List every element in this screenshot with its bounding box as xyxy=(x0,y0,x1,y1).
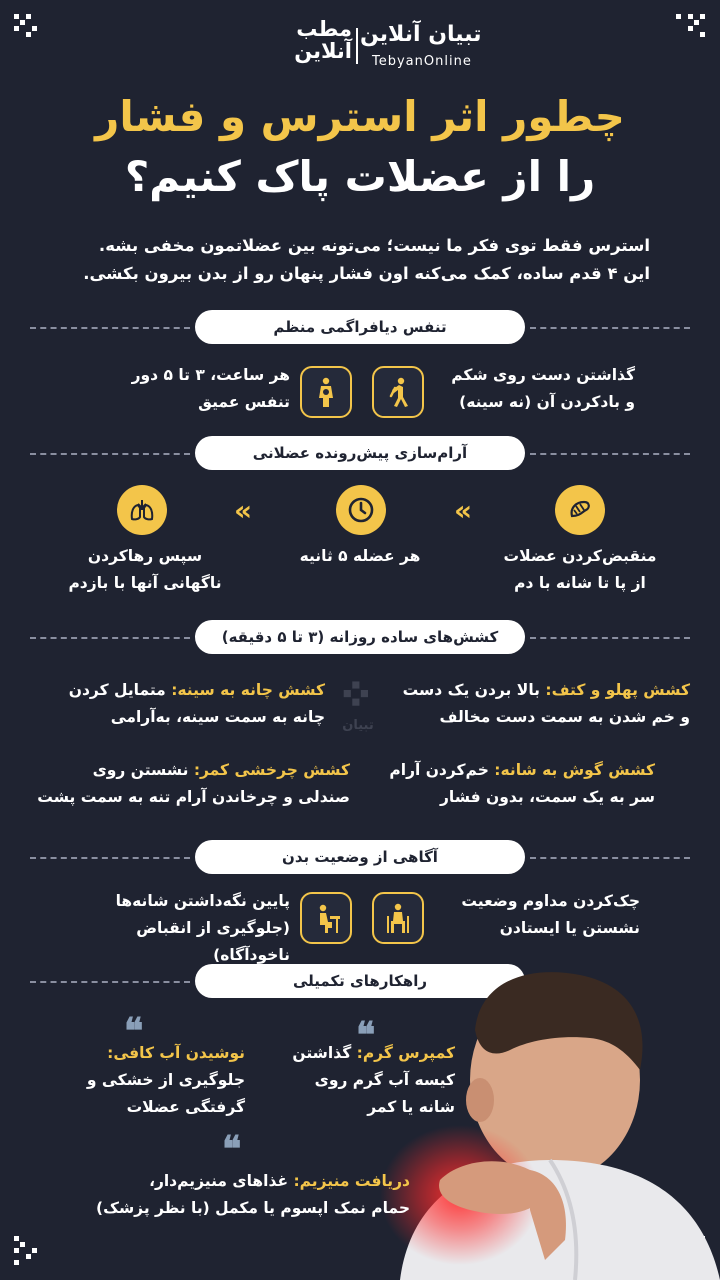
brand-logo-latin: TebyanOnline xyxy=(372,54,472,69)
breathing-item-1-line2: و بادکردن آن (نه سینه) xyxy=(459,393,635,411)
section-divider xyxy=(530,857,690,859)
posture-item-2-line2: (جلوگیری از انقباض ناخودآگاه) xyxy=(136,919,290,964)
stretch-ear-shoulder xyxy=(385,757,655,811)
section-divider xyxy=(30,453,190,455)
chevron-left-icon: « xyxy=(234,494,247,527)
tip-magnesium-text1: غذاهای منیزیم‌دار، xyxy=(149,1172,289,1190)
section-divider xyxy=(30,637,190,639)
person-belly-icon xyxy=(300,366,352,418)
section-divider xyxy=(530,327,690,329)
breathing-item-1 xyxy=(400,362,635,416)
quote-icon: ❝ xyxy=(222,1128,242,1170)
quote-icon: ❝ xyxy=(356,1014,376,1056)
sitting-person-icon xyxy=(372,892,424,944)
stretch-chin-chest-label: کشش چانه به سینه: xyxy=(171,681,325,699)
section-heading-relaxation: آرام‌سازی پیش‌رونده عضلانی xyxy=(195,436,525,470)
corner-decoration-top-right xyxy=(676,14,706,44)
stretch-side-shoulder-text2: و خم شدن به سمت دست مخالف xyxy=(439,708,690,726)
tip-magnesium-text2: حمام نمک اپسوم یا مکمل (با نظر پزشک) xyxy=(95,1199,410,1217)
section-divider xyxy=(530,637,690,639)
stretch-side-shoulder-label: کشش پهلو و کتف: xyxy=(545,681,690,699)
tip-drink-water-text1: جلوگیری از خشکی و xyxy=(86,1071,245,1089)
relaxation-step-1-line2: از پا تا شانه با دم xyxy=(514,574,646,592)
stretch-ear-shoulder-label: کشش گوش به شانه: xyxy=(494,761,655,779)
secondary-logo xyxy=(282,18,352,62)
brand-logo-text: تبیان آنلاین xyxy=(360,22,482,47)
stretch-back-twist-label: کشش چرخشی کمر: xyxy=(193,761,350,779)
watermark-text: تبیان xyxy=(342,718,374,733)
page-title-line2: را از عضلات پاک کنیم؟ xyxy=(124,152,596,201)
logo-divider xyxy=(356,28,358,64)
relaxation-step-3 xyxy=(55,543,235,597)
lungs-icon xyxy=(117,485,167,535)
intro-line1: استرس فقط توی فکر ما نیست؛ می‌تونه بین عضلاتمون مخفی بشه. xyxy=(98,236,650,255)
muscle-icon xyxy=(555,485,605,535)
tebyan-watermark-icon xyxy=(330,680,386,736)
breathing-item-1-line1: گذاشتن دست روی شکم xyxy=(451,366,635,384)
chevron-left-icon: « xyxy=(454,494,467,527)
posture-item-2 xyxy=(55,888,290,969)
clock-icon xyxy=(336,485,386,535)
posture-item-1 xyxy=(400,888,640,942)
section-divider xyxy=(30,327,190,329)
breathing-item-2 xyxy=(120,362,290,416)
relaxation-step-1-line1: منقبض‌کردن عضلات xyxy=(503,547,657,565)
secondary-logo-line2: آنلاین xyxy=(294,39,352,63)
relaxation-step-3-line2: ناگهانی آنها با بازدم xyxy=(68,574,222,592)
tip-warm-compress xyxy=(270,1040,455,1121)
breathing-item-2-line1: هر ساعت، ۳ تا ۵ دور xyxy=(131,366,290,384)
tip-magnesium xyxy=(60,1168,410,1222)
stretch-chin-chest-text1: متمایل کردن xyxy=(68,681,166,699)
tip-warm-compress-text3: شانه یا کمر xyxy=(367,1098,455,1116)
quote-icon: ❝ xyxy=(124,1010,144,1052)
tip-magnesium-label: دریافت منیزیم: xyxy=(293,1172,410,1190)
intro-text xyxy=(70,232,650,288)
stretch-side-shoulder-text1: بالا بردن یک دست xyxy=(402,681,540,699)
tip-warm-compress-text2: کیسه آب گرم روی xyxy=(314,1071,455,1089)
section-heading-stretches: کشش‌های ساده روزانه (۳ تا ۵ دقیقه) xyxy=(195,620,525,654)
tip-warm-compress-label: کمپرس گرم: xyxy=(356,1044,455,1062)
tip-warm-compress-text1: گذاشتن xyxy=(292,1044,352,1062)
breathing-item-2-line2: تنفس عمیق xyxy=(198,393,290,411)
corner-decoration-top-left xyxy=(14,14,44,44)
stretch-ear-shoulder-text2: سر به یک سمت، بدون فشار xyxy=(439,788,655,806)
corner-decoration-bottom-left xyxy=(14,1236,44,1266)
section-divider xyxy=(30,857,190,859)
stretch-side-shoulder xyxy=(385,677,690,731)
section-heading-breathing: تنفس دیافراگمی منظم xyxy=(195,310,525,344)
desk-person-icon xyxy=(300,892,352,944)
intro-line2: این ۴ قدم ساده، کمک می‌کنه اون فشار پنهان رو از بدن بیرون بکشی. xyxy=(83,264,650,283)
stretch-chin-chest xyxy=(45,677,325,731)
section-heading-posture: آگاهی از وضعیت بدن xyxy=(195,840,525,874)
posture-item-2-line1: پایین نگه‌داشتن شانه‌ها xyxy=(115,892,290,910)
secondary-logo-line1: مطب xyxy=(296,17,352,41)
tip-drink-water-text2: گرفتگی عضلات xyxy=(126,1098,245,1116)
bending-person-icon xyxy=(372,366,424,418)
section-heading-extra: راهکارهای تکمیلی xyxy=(195,964,525,998)
relaxation-step-2-line1: هر عضله ۵ ثانیه xyxy=(299,547,421,565)
page-title-line1: چطور اثر استرس و فشار xyxy=(95,92,625,141)
relaxation-step-1 xyxy=(490,543,670,597)
tip-drink-water-label: نوشیدن آب کافی: xyxy=(107,1044,245,1062)
section-divider xyxy=(30,981,190,983)
tip-drink-water xyxy=(40,1040,245,1121)
stretch-back-twist-text1: نشستن روی xyxy=(92,761,189,779)
section-divider xyxy=(530,453,690,455)
relaxation-step-3-line1: سپس رهاکردن xyxy=(87,547,203,565)
stretch-back-twist-text2: صندلی و چرخاندن آرام تنه به سمت پشت xyxy=(37,788,350,806)
posture-item-1-line2: نشستن یا ایستادن xyxy=(499,919,640,937)
stretch-back-twist xyxy=(30,757,350,811)
stretch-ear-shoulder-text1: خم‌کردن آرام xyxy=(389,761,489,779)
relaxation-step-2 xyxy=(280,543,440,570)
posture-item-1-line1: چک‌کردن مداوم وضعیت xyxy=(461,892,640,910)
stretch-chin-chest-text2: چانه به سمت سینه، به‌آرامی xyxy=(110,708,325,726)
